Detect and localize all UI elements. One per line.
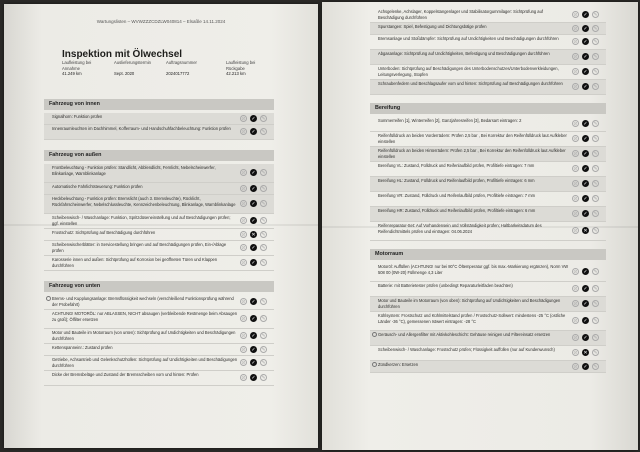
checklist-row bbox=[370, 331, 606, 346]
meta-value: 42.213 km bbox=[226, 71, 246, 77]
checklist-item-text: Motor und Bauteile im Motorraum (von unten): Sichtprüfung auf Undichtigkeiten und Beschädigungen durchführen bbox=[52, 330, 236, 341]
section-header: Bereifung bbox=[370, 103, 606, 114]
checklist-item-text: Kühlsystem: Frostschutz und Kühlmittelstand prüfen / Frostschutz-Sollwert: mindestens -25 °C (ostliche Länder -36 °C), gemessenen Istwert eintragen: -28 °C bbox=[378, 313, 566, 324]
not-applicable-icon[interactable]: ⊘ bbox=[241, 316, 246, 322]
checklist-item-text: Dicke der Bremsbeläge und Zustand der Bremsscheiben vorn und hinten: Prüfen bbox=[52, 372, 199, 377]
status-icons bbox=[572, 334, 602, 342]
meta-label: Auftragsnummer bbox=[166, 60, 197, 65]
not-applicable-icon[interactable]: ⊘ bbox=[573, 39, 578, 45]
not-ok-icon[interactable]: ✕ bbox=[583, 228, 588, 234]
checklist-item-text: Automatische Fahrlichtsteuerung: Funktion prüfen bbox=[52, 184, 143, 189]
checklist-item-text: Kettenspanneinr.: Zustand prüfen bbox=[52, 345, 113, 350]
status-icons bbox=[572, 317, 602, 325]
meta-auslieferung bbox=[114, 60, 151, 76]
not-applicable-icon[interactable]: ⊘ bbox=[241, 231, 246, 238]
info-icon bbox=[46, 296, 51, 301]
checklist-row bbox=[44, 164, 274, 183]
status-icons bbox=[240, 315, 270, 323]
meta-label: Auslieferungstermin bbox=[114, 60, 152, 65]
meta-value: 2024017772 bbox=[166, 70, 190, 76]
status-icons bbox=[572, 150, 602, 158]
edit-icon[interactable]: ✎ bbox=[593, 350, 598, 356]
not-applicable-icon[interactable]: ⊘ bbox=[241, 185, 246, 192]
checklist-row bbox=[44, 329, 274, 344]
checklist-item-text: Schraubenfedern und Beschlagsaufer vorn und hinten: Sichtprüfung auf Beschädigungen durchführen bbox=[378, 81, 563, 86]
edit-icon[interactable]: ✎ bbox=[593, 54, 598, 60]
checkmark-icon[interactable]: ✓ bbox=[251, 185, 256, 192]
checklist-row bbox=[370, 282, 606, 297]
edit-icon[interactable]: ✎ bbox=[261, 245, 266, 251]
checklist-row bbox=[44, 113, 274, 125]
checkmark-icon[interactable]: ✓ bbox=[583, 363, 588, 370]
not-applicable-icon[interactable]: ⊘ bbox=[573, 211, 578, 217]
checklist-row bbox=[44, 344, 274, 356]
edit-icon[interactable]: ✎ bbox=[261, 115, 266, 122]
edit-icon[interactable]: ✎ bbox=[593, 335, 598, 341]
status-icons bbox=[572, 83, 602, 91]
checkmark-icon[interactable]: ✓ bbox=[251, 245, 256, 251]
not-applicable-icon[interactable]: ⊘ bbox=[573, 286, 578, 292]
checklist-item-text: Innenraumleuchten im Dachhimmel, Kofferraum- und Handschuhfachbeleuchtung: Funktion prüfen bbox=[52, 126, 231, 131]
checklist-row bbox=[44, 356, 274, 371]
edit-icon[interactable]: ✎ bbox=[261, 333, 266, 339]
checkmark-icon[interactable]: ✓ bbox=[583, 196, 588, 202]
checkmark-icon[interactable]: ✓ bbox=[583, 286, 588, 292]
status-icons bbox=[240, 374, 270, 382]
not-applicable-icon[interactable]: ⊘ bbox=[573, 196, 578, 202]
checklist-item-text: Scheibenwisch- / Waschanlage: Frostschutz prüfen; Flüssigkeit auffüllen (nur auf Kundenwunsch) bbox=[378, 347, 555, 352]
checklist-row bbox=[44, 214, 274, 229]
checkmark-icon[interactable]: ✓ bbox=[251, 115, 256, 122]
checklist-row bbox=[44, 125, 274, 140]
status-icons bbox=[572, 135, 602, 143]
checklist-item-text: Brems- und Kupplungsanlage: Bremsflüssigkeit wechseln (verschleißend Funktionsprüfung während der Probefahrt) bbox=[52, 296, 234, 307]
checkmark-icon[interactable]: ✓ bbox=[251, 299, 256, 305]
checklist-item-text: Heckbeleuchtung - Funktion prüfen: Bremslicht (auch 3. Bremsleuchte), Rücklicht, Rückfahrscheinwerfer, Nebelschlussleuchte, Kennzeichenbeleuchtung, Blinkanlage, Warnblinkanlage bbox=[52, 196, 236, 207]
not-applicable-icon[interactable]: ⊘ bbox=[573, 181, 578, 187]
checkmark-icon[interactable]: ✓ bbox=[251, 346, 256, 353]
checklist-row bbox=[370, 312, 606, 331]
edit-icon[interactable]: ✎ bbox=[593, 39, 598, 45]
checkmark-icon[interactable]: ✓ bbox=[583, 301, 588, 307]
checklist-item-text: Scheibenwisch- / Waschanlage: Funktion, Spritzdüseneinstellung und auf Beschädigungen prüfen; ggf. einstellen bbox=[52, 215, 231, 226]
status-icons bbox=[240, 231, 270, 239]
edit-icon[interactable]: ✎ bbox=[261, 346, 266, 353]
edit-icon[interactable]: ✎ bbox=[593, 318, 598, 324]
info-icon bbox=[372, 362, 377, 367]
checkmark-icon[interactable]: ✓ bbox=[583, 269, 588, 275]
checklist-row bbox=[370, 8, 606, 23]
meta-rueckgabe bbox=[226, 60, 264, 77]
edit-icon[interactable]: ✎ bbox=[593, 211, 598, 217]
checkmark-icon[interactable]: ✓ bbox=[583, 54, 588, 60]
edit-icon[interactable]: ✎ bbox=[593, 69, 598, 75]
not-ok-icon[interactable]: ✕ bbox=[251, 231, 256, 238]
status-icons bbox=[240, 359, 270, 367]
not-applicable-icon[interactable]: ⊘ bbox=[573, 166, 578, 172]
not-applicable-icon[interactable]: ⊘ bbox=[573, 84, 578, 90]
checkmark-icon[interactable]: ✓ bbox=[583, 335, 588, 341]
status-icons bbox=[572, 68, 602, 76]
edit-icon[interactable]: ✎ bbox=[261, 201, 266, 207]
status-icons bbox=[240, 332, 270, 340]
not-applicable-icon[interactable]: ⊘ bbox=[573, 151, 578, 157]
meta-label: Laufleistung bei Annahme bbox=[62, 60, 92, 71]
not-applicable-icon[interactable]: ⊘ bbox=[241, 201, 246, 207]
checklist-item-text: Batterie: mit Batterietester prüfen (unbedingt Reparaturleitfaden beachten) bbox=[378, 283, 513, 288]
edit-icon[interactable]: ✎ bbox=[261, 218, 266, 224]
edit-icon[interactable]: ✎ bbox=[593, 181, 598, 187]
section-header: Motorraum bbox=[370, 249, 606, 260]
checklist-row bbox=[44, 256, 274, 271]
checklist-item-text: Abgasanlage: Sichtprüfung auf Undichtigkeiten, Befestigung und Beschädigungen durchführen bbox=[378, 51, 550, 56]
checklist-row bbox=[370, 147, 606, 162]
checklist-row bbox=[44, 371, 274, 386]
not-applicable-icon[interactable]: ⊘ bbox=[241, 218, 246, 224]
not-applicable-icon[interactable]: ⊘ bbox=[241, 115, 246, 122]
checklist-item-text: Bremsanlage und Stoßdämpfer: Sichtprüfung auf Undichtigkeiten und Beschädigungen durchführen bbox=[378, 36, 559, 41]
not-applicable-icon[interactable]: ⊘ bbox=[241, 245, 246, 251]
edit-icon[interactable]: ✎ bbox=[593, 301, 598, 307]
checkmark-icon[interactable]: ✓ bbox=[583, 25, 588, 32]
edit-icon[interactable]: ✎ bbox=[593, 12, 598, 18]
checklist-item-text: Scheibenwischerblätter: in Servicestellung bringen und auf Beschädigungen prüfen, Ein-/Ablage prüfen bbox=[52, 242, 227, 253]
checklist-item-text: Motor und Bauteile im Motorraum (von oben): Sichtprüfung auf Undichtigkeiten und Beschädigungen durchführen bbox=[378, 298, 561, 309]
not-applicable-icon[interactable]: ⊘ bbox=[573, 350, 578, 356]
checklist-item-text: ACHTUNG! MOTORÖL: nur ABLASSEN, NICHT absaugen (verbleibende Restmenge beim Absaugen zu groß); Ölfilter ersetzen bbox=[52, 311, 238, 322]
checkmark-icon[interactable]: ✓ bbox=[583, 121, 588, 127]
status-icons bbox=[572, 53, 602, 61]
edit-icon[interactable]: ✎ bbox=[261, 170, 266, 176]
edit-icon[interactable]: ✎ bbox=[593, 136, 598, 142]
checklist-row bbox=[370, 297, 606, 312]
checklist-item-text: Reifenfülldruck an beiden Vorderrädern: Prüfen 2,5 bar , Bei Korrektur den Reifenfülldruck laut Aufkleber einstellen bbox=[378, 133, 567, 144]
status-icons bbox=[240, 128, 270, 136]
edit-icon[interactable]: ✎ bbox=[261, 299, 266, 305]
checklist-item-text: Reifenfülldruck an beiden Hinterrädern: Prüfen 2,5 bar , Bei Korrektur den Reifenfülldruck laut Aufkleber einstellen bbox=[378, 148, 566, 159]
checklist-item-text: Signalhorn: Funktion prüfen bbox=[52, 114, 103, 119]
checkmark-icon[interactable]: ✓ bbox=[583, 84, 588, 90]
edit-icon[interactable]: ✎ bbox=[593, 166, 598, 172]
meta-annahme bbox=[62, 60, 96, 77]
checklist-item-text: Geräusch- und Allergenfilter mit Aktivkohleschicht: Gehäuse reinigen und Filtereinsatz ersetzen bbox=[378, 332, 551, 337]
status-icons bbox=[240, 185, 270, 193]
status-icons bbox=[240, 200, 270, 208]
checklist-row bbox=[370, 50, 606, 65]
not-applicable-icon[interactable]: ⊘ bbox=[241, 299, 246, 305]
checklist-item-text: Zündkerzen: Ersetzen bbox=[378, 362, 419, 367]
checklist-row bbox=[370, 177, 606, 192]
checkmark-icon[interactable]: ✓ bbox=[583, 12, 588, 18]
checklist-item-text: Achsgelenke, Achslager, Koppelstangenlager und Stabilisatorgummilager: Sichtprüfung auf Beschädigung durchführen bbox=[378, 9, 543, 20]
edit-icon[interactable]: ✎ bbox=[593, 228, 598, 234]
edit-icon[interactable]: ✎ bbox=[593, 151, 598, 157]
checklist-item-text: Bereifung HL: Zustand, Fülldruck und Reifenlaufbild prüfen, Profiltiefe eintragen: 6 mm bbox=[378, 178, 535, 183]
checkmark-icon[interactable]: ✓ bbox=[251, 260, 256, 266]
section-header: Fahrzeug von innen bbox=[44, 99, 274, 110]
not-applicable-icon[interactable]: ⊘ bbox=[241, 360, 246, 366]
edit-icon[interactable]: ✎ bbox=[593, 286, 598, 292]
not-applicable-icon[interactable]: ⊘ bbox=[241, 129, 246, 135]
edit-icon[interactable]: ✎ bbox=[593, 84, 598, 90]
checkmark-icon[interactable]: ✓ bbox=[251, 201, 256, 207]
checklist-row bbox=[44, 229, 274, 241]
not-applicable-icon[interactable]: ⊘ bbox=[573, 69, 578, 75]
status-icons bbox=[572, 165, 602, 173]
not-applicable-icon[interactable]: ⊘ bbox=[573, 335, 578, 341]
meta-value: Sept. 2020 bbox=[114, 70, 135, 76]
checklist-row bbox=[44, 183, 274, 195]
edit-icon[interactable]: ✎ bbox=[261, 316, 266, 322]
status-icons bbox=[572, 120, 602, 128]
page-header-line: Wartungslisten – WVWZZZCDZLW040814 – Elsaßle 14.11.2024 bbox=[96, 19, 226, 24]
not-applicable-icon[interactable]: ⊘ bbox=[241, 346, 246, 353]
status-icons bbox=[572, 38, 602, 46]
checkmark-icon[interactable]: ✓ bbox=[251, 218, 256, 224]
not-applicable-icon[interactable]: ⊘ bbox=[573, 269, 578, 275]
not-ok-icon[interactable]: ✕ bbox=[583, 350, 588, 356]
status-icons bbox=[572, 11, 602, 19]
status-icons bbox=[240, 217, 270, 225]
info-icon bbox=[372, 332, 377, 337]
checklist-row bbox=[370, 117, 606, 132]
checklist-item-text: Sommerreifen [1], Winterreifen [2], Ganzjahresreifen [3], Bedarsart eintragen: 2 bbox=[378, 118, 522, 123]
meta-label: Laufleistung bei Rückgabe bbox=[226, 60, 256, 71]
not-applicable-icon[interactable]: ⊘ bbox=[573, 25, 578, 32]
not-applicable-icon[interactable]: ⊘ bbox=[241, 260, 246, 266]
checklist-row bbox=[370, 361, 606, 373]
not-applicable-icon[interactable]: ⊘ bbox=[573, 301, 578, 307]
not-applicable-icon[interactable]: ⊘ bbox=[241, 333, 246, 339]
status-icons bbox=[240, 244, 270, 252]
checkmark-icon[interactable]: ✓ bbox=[583, 318, 588, 324]
status-icons bbox=[572, 300, 602, 308]
not-applicable-icon[interactable]: ⊘ bbox=[573, 12, 578, 18]
checklist-item-text: Bereifung HR: Zustand, Fülldruck und Reifenlaufbild prüfen, Profiltiefe eintragen: 6 mm bbox=[378, 208, 536, 213]
status-icons bbox=[572, 363, 602, 371]
checkmark-icon[interactable]: ✓ bbox=[583, 39, 588, 45]
checklist-item-text: Spurstangen: Spiel, Befestigung und Dichtungsbälge prüfen bbox=[378, 24, 487, 29]
status-icons bbox=[572, 285, 602, 293]
edit-icon[interactable]: ✎ bbox=[593, 25, 598, 32]
edit-icon[interactable]: ✎ bbox=[261, 231, 266, 238]
checklist-row bbox=[370, 23, 606, 35]
checklist-row bbox=[370, 80, 606, 95]
checklist-row bbox=[370, 192, 606, 207]
checklist-row bbox=[370, 346, 606, 361]
edit-icon[interactable]: ✎ bbox=[593, 196, 598, 202]
status-icons bbox=[572, 227, 602, 235]
edit-icon[interactable]: ✎ bbox=[593, 269, 598, 275]
edit-icon[interactable]: ✎ bbox=[261, 260, 266, 266]
meta-auftrag bbox=[166, 60, 197, 76]
checklist-row bbox=[370, 35, 606, 50]
checklist-row bbox=[44, 241, 274, 256]
status-icons bbox=[572, 195, 602, 203]
edit-icon[interactable]: ✎ bbox=[261, 375, 266, 381]
checklist-item-text: Reifenreparatur-Set: Auf Vorhandensein und Vollständigkeit prüfen; Haltbarkeitsdatum des Reifendichtmittels prüfen und eintragen: 04.06.2024 bbox=[378, 223, 542, 234]
not-applicable-icon[interactable]: ⊘ bbox=[241, 170, 246, 176]
status-icons bbox=[240, 346, 270, 354]
not-applicable-icon[interactable]: ⊘ bbox=[241, 375, 246, 381]
checkmark-icon[interactable]: ✓ bbox=[251, 129, 256, 135]
checklist-row bbox=[370, 162, 606, 177]
checkmark-icon[interactable]: ✓ bbox=[583, 166, 588, 172]
right-page bbox=[322, 2, 638, 450]
checklist-item-text: Motoröl: Auffüllen (ACHTUNG! nur bei 80°C Öltemperatur ggf. bis max.-Markierung ergänzen), Norm VW 508 00 (0W-20) Füllmenge 4,3 Liter bbox=[378, 264, 569, 275]
checkmark-icon[interactable]: ✓ bbox=[251, 360, 256, 366]
checkmark-icon[interactable]: ✓ bbox=[251, 333, 256, 339]
status-icons bbox=[572, 180, 602, 188]
page-title: Inspektion mit Ölwechsel bbox=[62, 49, 183, 60]
checklist-row bbox=[370, 207, 606, 222]
status-icons bbox=[240, 115, 270, 123]
checklist-item-text: Bereifung VL: Zustand, Fülldruck und Reifenlaufbild prüfen, Profiltiefe eintragen: 7 mm bbox=[378, 163, 535, 168]
checkmark-icon[interactable]: ✓ bbox=[583, 136, 588, 142]
status-icons bbox=[240, 259, 270, 267]
checklist-item-text: Bereifung VR: Zustand, Fülldruck und Reifenlaufbild prüfen, Profiltiefe eintragen: 7 mm bbox=[378, 193, 536, 198]
not-applicable-icon[interactable]: ⊘ bbox=[573, 121, 578, 127]
checkmark-icon[interactable]: ✓ bbox=[251, 375, 256, 381]
checklist-row bbox=[44, 310, 274, 329]
not-applicable-icon[interactable]: ⊘ bbox=[573, 136, 578, 142]
meta-value: 41.249 km bbox=[62, 71, 82, 77]
not-applicable-icon[interactable]: ⊘ bbox=[573, 228, 578, 234]
edit-icon[interactable]: ✎ bbox=[261, 129, 266, 135]
left-page bbox=[4, 4, 318, 448]
edit-icon[interactable]: ✎ bbox=[261, 185, 266, 192]
checklist-item-text: Karosserie innen und außen: Sichtprüfung auf Korrosion bei geöffneten Türen und Klappen durchführen bbox=[52, 257, 218, 268]
checklist-item-text: Unterboden: Sichtprüfung auf Beschädigungen des Unterbodenschutzes/Unterbodenverkleidungen, Leitungsverlegung, Stopfen bbox=[378, 66, 559, 77]
edit-icon[interactable]: ✎ bbox=[593, 363, 598, 370]
checklist-row bbox=[370, 222, 606, 241]
checklist-item-text: Getriebe, Achsantrieb und Gelenkschutzhüllen: Sichtprüfung auf Undichtigkeiten und Beschädigungen durchführen bbox=[52, 357, 238, 368]
checkmark-icon[interactable]: ✓ bbox=[583, 211, 588, 217]
checklist-row bbox=[370, 263, 606, 282]
checkmark-icon[interactable]: ✓ bbox=[583, 69, 588, 75]
not-applicable-icon[interactable]: ⊘ bbox=[573, 54, 578, 60]
not-applicable-icon[interactable]: ⊘ bbox=[573, 318, 578, 324]
status-icons bbox=[572, 25, 602, 33]
checklist-row bbox=[44, 295, 274, 310]
checklist-item-text: Frontbeleuchtung - Funktion prüfen: Standlicht, Abblendlicht, Fernlicht, Nebelscheinwerfer, Blinkanlage, Warnblinkanlage bbox=[52, 165, 216, 176]
checklist-row bbox=[370, 132, 606, 147]
section-header: Fahrzeug von außen bbox=[44, 150, 274, 161]
checkmark-icon[interactable]: ✓ bbox=[583, 181, 588, 187]
checkmark-icon[interactable]: ✓ bbox=[251, 170, 256, 176]
edit-icon[interactable]: ✎ bbox=[593, 121, 598, 127]
edit-icon[interactable]: ✎ bbox=[261, 360, 266, 366]
status-icons bbox=[240, 298, 270, 306]
checkmark-icon[interactable]: ✓ bbox=[251, 316, 256, 322]
section-header: Fahrzeug von unten bbox=[44, 281, 274, 292]
not-applicable-icon[interactable]: ⊘ bbox=[573, 363, 578, 370]
status-icons bbox=[572, 349, 602, 357]
checkmark-icon[interactable]: ✓ bbox=[583, 151, 588, 157]
status-icons bbox=[572, 210, 602, 218]
status-icons bbox=[572, 268, 602, 276]
checklist-row bbox=[370, 65, 606, 80]
status-icons bbox=[240, 169, 270, 177]
checklist-row bbox=[44, 195, 274, 214]
checklist-item-text: Frostschutz: Sichtprüfung auf Beschädigung durchführen bbox=[52, 230, 156, 235]
